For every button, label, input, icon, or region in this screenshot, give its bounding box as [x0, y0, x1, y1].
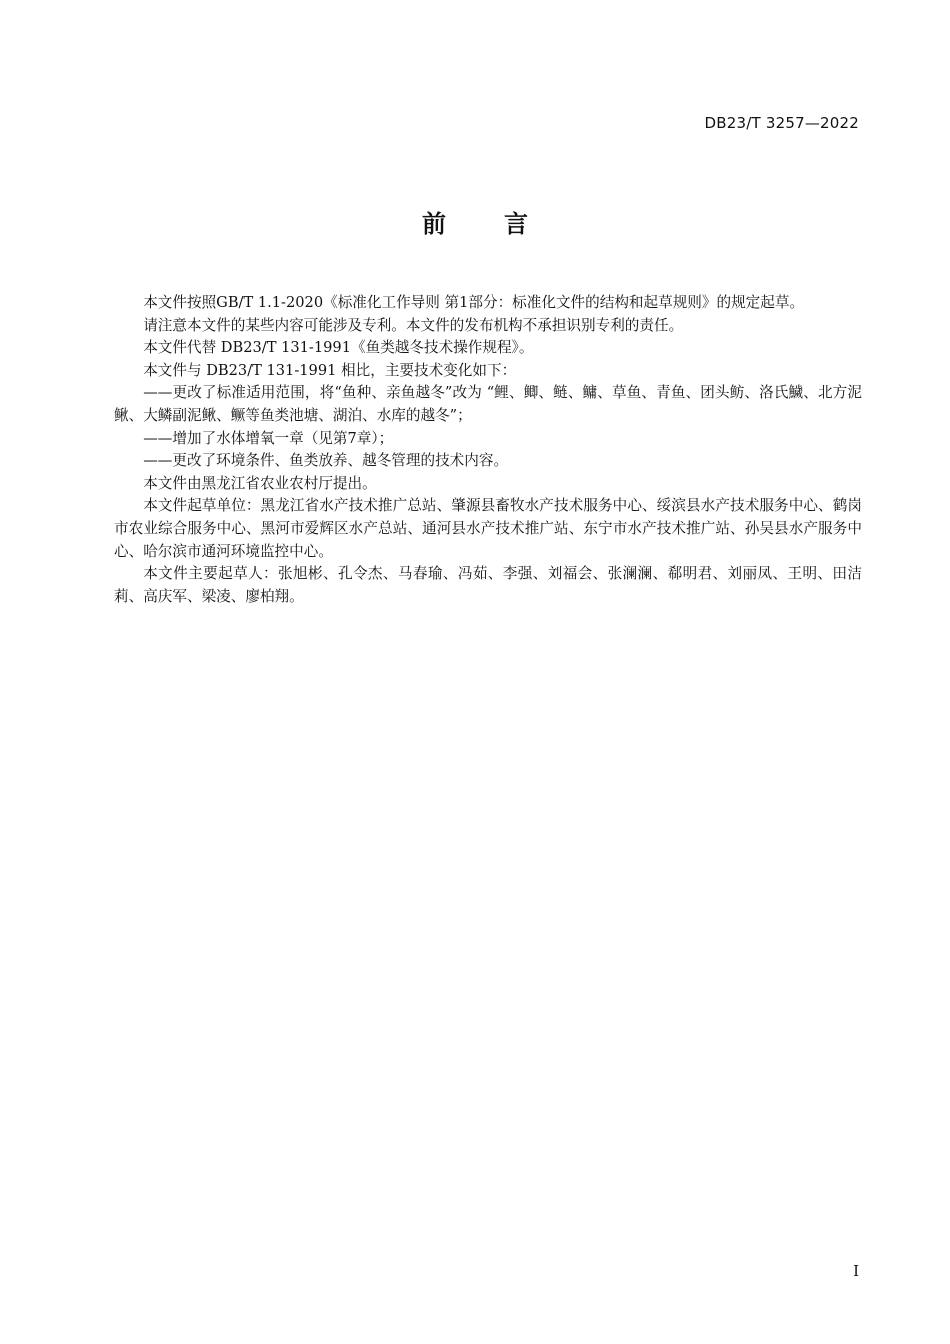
paragraph-changes-intro: 本文件与 DB23/T 131-1991 相比，主要技术变化如下：: [143, 361, 517, 379]
paragraph-drafting-units: 本文件起草单位：黑龙江省水产技术推广总站、肇源县畜牧水产技术服务中心、绥滨县水产技术服务中心、鹤岗市农业综合服务中心、黑河市爱辉区水产总站、通河县水产技术推广站、东宁市水产技术推广站、孙吴县水产服务中心、哈尔滨市通河环境监控中心。: [114, 497, 862, 560]
document-code: DB23/T 3257—2022: [704, 114, 859, 132]
paragraph-change-scope: ——更改了标准适用范围，将“鱼种、亲鱼越冬”改为 “鲤、鲫、鲢、鳙、草鱼、青鱼、团头鲂、洛氏鱥、北方泥鳅、大鳞副泥鳅、鳜等鱼类池塘、湖泊、水库的越冬”；: [114, 384, 862, 424]
paragraph-proposer: 本文件由黑龙江省农业农村厅提出。: [143, 474, 377, 492]
page-title: 前言: [422, 210, 586, 238]
paragraph-drafting-rules: 本文件按照GB/T 1.1-2020《标准化工作导则 第1部分：标准化文件的结构和起草规则》的规定起草。: [143, 294, 805, 311]
paragraph-patent-notice: 请注意本文件的某些内容可能涉及专利。本文件的发布机构不承担识别专利的责任。: [143, 316, 684, 334]
paragraph-replaces: 本文件代替 DB23/T 131-1991《鱼类越冬技术操作规程》。: [143, 339, 534, 357]
paragraph-change-content: ——更改了环境条件、鱼类放养、越冬管理的技术内容。: [143, 452, 509, 470]
paragraph-drafters: 本文件主要起草人：张旭彬、孔令杰、马春瑜、冯茹、李强、刘福会、张澜澜、郗明君、刘丽凤、王明、田洁莉、高庆军、梁凌、廖柏翔。: [114, 565, 862, 605]
foreword-body: [114, 292, 862, 608]
page-number: I: [853, 1262, 859, 1280]
paragraph-change-oxygen: ——增加了水体增氧一章（见第7章）；: [143, 429, 394, 447]
